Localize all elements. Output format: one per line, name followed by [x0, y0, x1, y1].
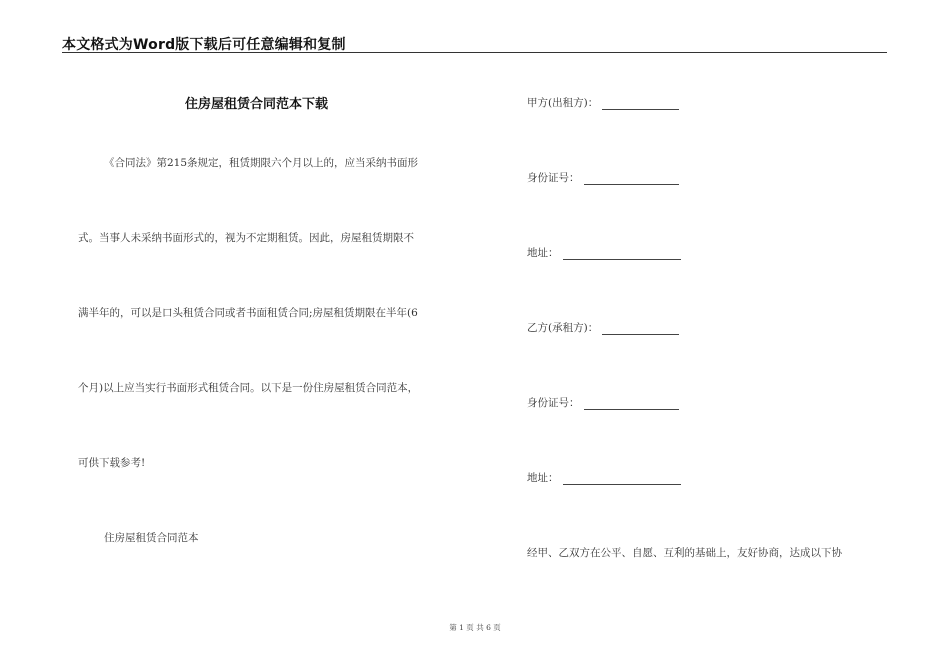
lessee-id-blank-line — [584, 399, 679, 410]
lessor-address-blank-line — [563, 249, 681, 260]
body-line-2: 式。当事人未采纳书面形式的，视为不定期租赁。因此，房屋租赁期限不 — [78, 232, 414, 244]
lessor-address-field — [527, 245, 681, 260]
lessor-id-blank-line — [584, 174, 679, 185]
lessee-field — [527, 320, 679, 335]
lessor-id-field — [527, 170, 679, 185]
lessor-blank-line — [602, 99, 679, 110]
section-heading: 住房屋租赁合同范本 — [104, 532, 199, 544]
body-line-3: 满半年的，可以是口头租赁合同或者书面租赁合同;房屋租赁期限在半年(6 — [78, 307, 418, 319]
lessee-blank-line — [602, 324, 679, 335]
lessee-address-blank-line — [563, 474, 681, 485]
lessee-id-label: 身份证号： — [527, 397, 580, 409]
lessee-id-field — [527, 395, 679, 410]
lessee-address-label: 地址： — [527, 472, 559, 484]
lessor-field — [527, 95, 679, 110]
document-header: 本文格式为Word版下载后可任意编辑和复制 — [62, 37, 346, 53]
body-line-4: 个月)以上应当实行书面形式租赁合同。以下是一份住房屋租赁合同范本， — [78, 382, 419, 394]
page-number: 第 1 页 共 6 页 — [449, 623, 501, 632]
lessor-label: 甲方(出租方)： — [527, 97, 599, 109]
lessor-id-label: 身份证号： — [527, 172, 580, 184]
lessee-label: 乙方(承租方)： — [527, 322, 599, 334]
header-divider — [62, 52, 887, 53]
body-line-5: 可供下载参考! — [78, 457, 146, 469]
lessee-address-field — [527, 470, 681, 485]
agreement-closing-line: 经甲、乙双方在公平、自愿、互利的基础上，友好协商，达成以下协 — [527, 547, 842, 559]
document-title: 住房屋租赁合同范本下载 — [185, 97, 329, 112]
body-line-1: 《合同法》第215条规定，租赁期限六个月以上的，应当采纳书面形 — [104, 157, 419, 169]
lessor-address-label: 地址： — [527, 247, 559, 259]
